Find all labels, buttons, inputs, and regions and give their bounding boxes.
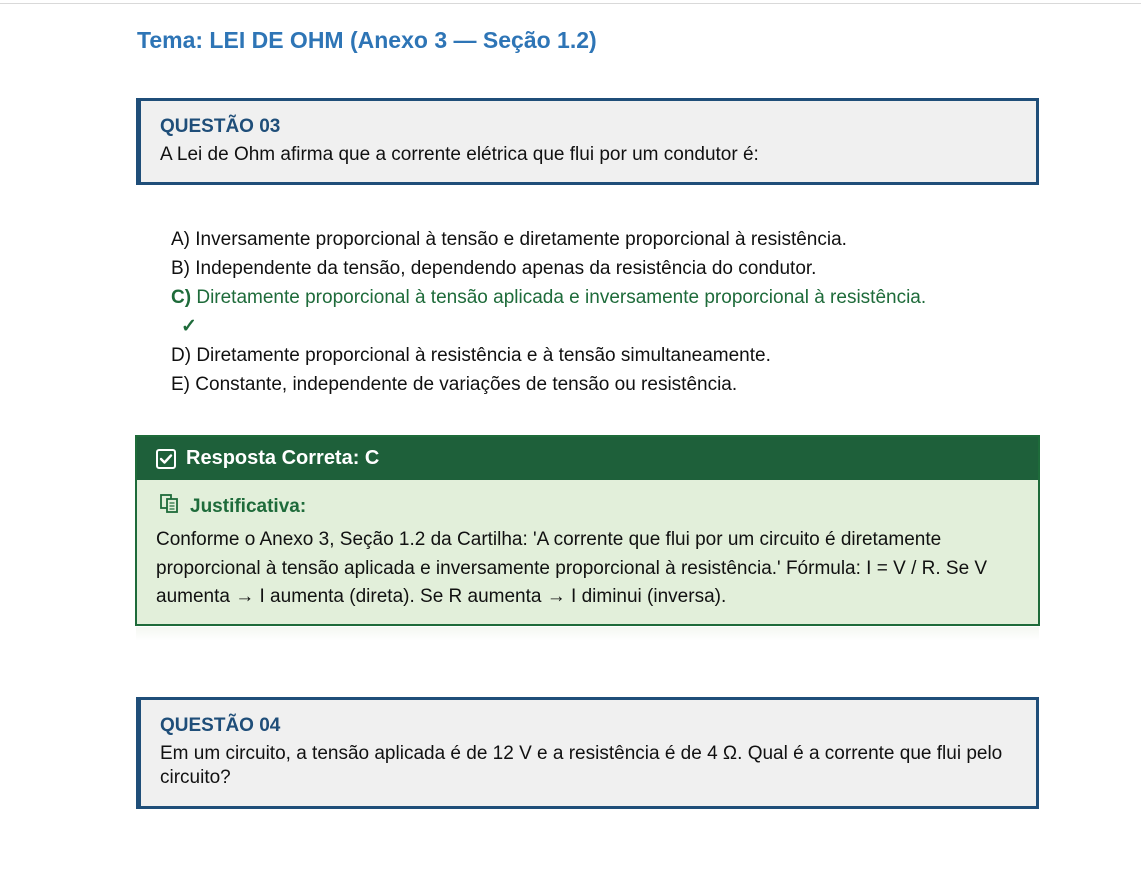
option-c-letter: C) [171,287,192,308]
answer-options [171,225,931,399]
question-card-04 [136,697,1039,809]
option-b: B) Independente da tensão, dependendo apenas da resistência do condutor. [171,258,817,279]
question-number: QUESTÃO 03 [160,116,281,137]
checkbox-checked-icon [156,449,176,469]
option-a: A) Inversamente proporcional à tensão e diretamente proporcional à resistência. [171,229,847,250]
question-text: Em um circuito, a tensão aplicada é de 12 V e a resistência é de 4 Ω. Qual é a corrente que flui pelo circuito? [160,743,1003,788]
documents-icon [159,493,181,520]
justification-heading [157,493,1020,520]
page-title: Tema: LEI DE OHM (Anexo 3 — Seção 1.2) [137,27,597,53]
option-d: D) Diretamente proporcional à resistência e à tensão simultaneamente. [171,345,771,366]
option-c-text: Diretamente proporcional à tensão aplicada e inversamente proporcional à resistência. [196,287,927,308]
correct-answer-card [135,435,1040,626]
correct-answer-header [137,437,1038,480]
justification-text: Conforme o Anexo 3, Seção 1.2 da Cartilha: 'A corrente que flui por um circuito é diretamente proporcional à tensão aplicada e inversamente proporcional à resistência.' Fórmula: I = V / R. Se V aumenta → I aumenta (direta). Se R aumenta → I diminui (inversa). [156,529,988,607]
question-text: A Lei de Ohm afirma que a corrente elétrica que flui por um condutor é: [160,144,759,165]
card-shadow [136,627,1039,641]
top-divider [0,3,1141,4]
checkmark-icon: ✓ [181,316,197,337]
correct-answer-label: Resposta Correta: C [186,447,380,469]
question-number: QUESTÃO 04 [160,715,281,736]
justification-section [137,480,1038,612]
option-c-correct [171,283,931,341]
option-e: E) Constante, independente de variações de tensão ou resistência. [171,374,738,395]
justification-label: Justificativa: [190,495,307,517]
question-card-03 [136,98,1039,185]
